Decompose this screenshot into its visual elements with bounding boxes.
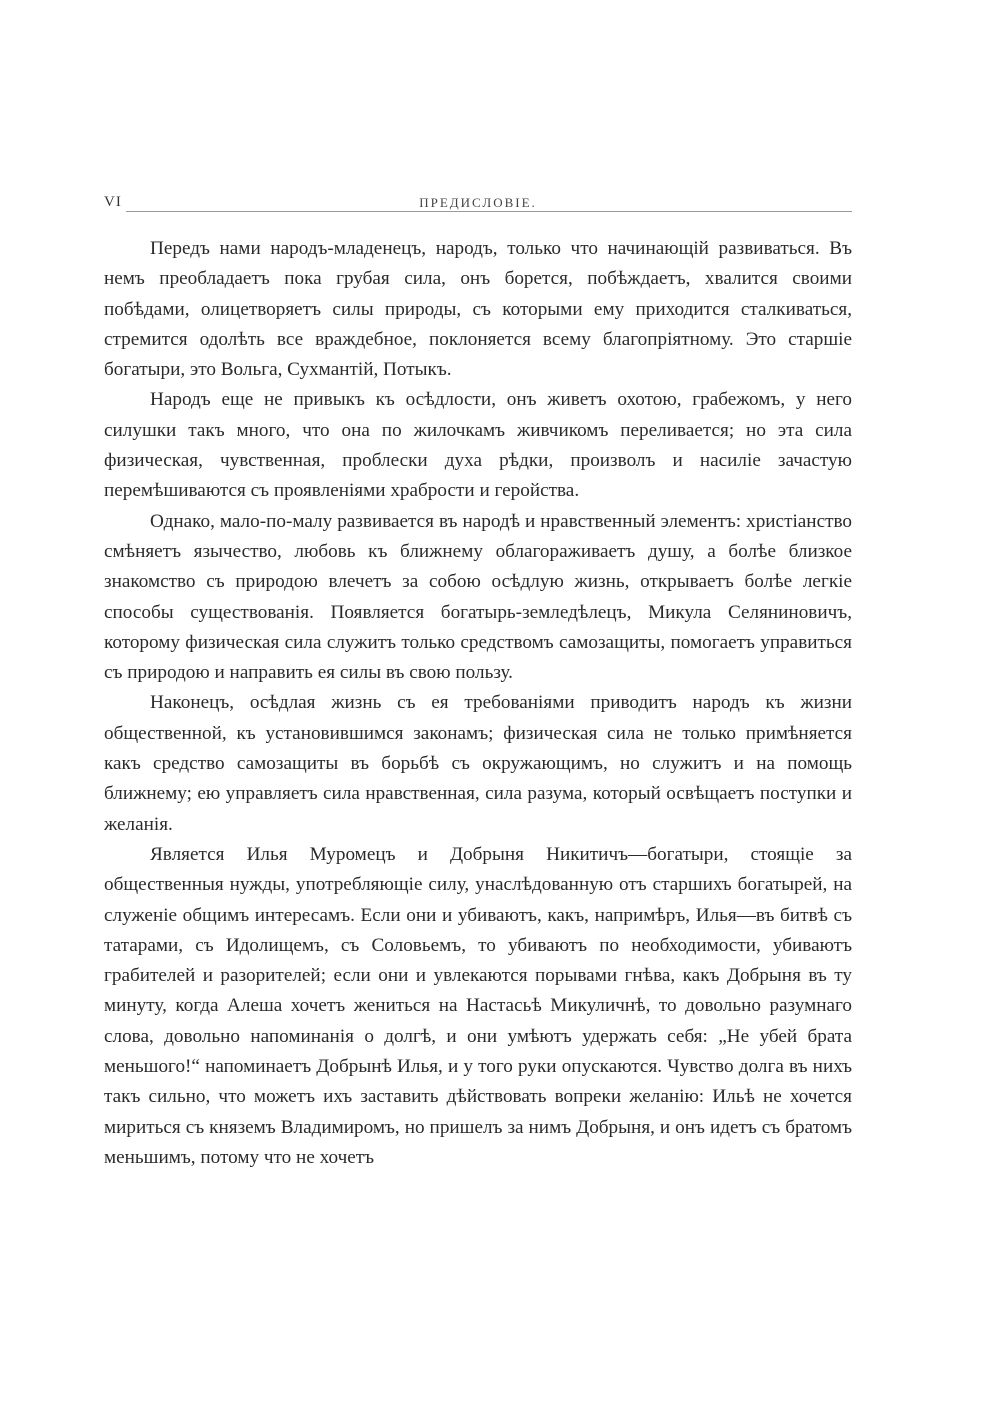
body-text <box>104 234 852 1173</box>
header-rule <box>126 211 852 212</box>
paragraph: Является Илья Муромецъ и Добрыня Никитичъ—богатыри, стоящіе за общественныя нужды, употребляющіе силу, унаслѣдованную отъ старшихъ богатырей, на служеніе общимъ интересамъ. Если они и убиваютъ, какъ, напримѣръ, Илья—въ битвѣ съ татарами, съ Идолищемъ, съ Соловьемъ, то убиваютъ по необходимости, убиваютъ грабителей и разорителей; если они и увлекаются порывами гнѣва, какъ Добрыня въ ту минуту, когда Алеша хочетъ жениться на Настасьѣ Микуличнѣ, то довольно разумнаго слова, довольно напоминанія о долгѣ, и они умѣютъ удержать себя: „Не убей брата меньшого!“ напоминаетъ Добрынѣ Илья, и у того руки опускаются. Чувство долга въ нихъ такъ сильно, что можетъ ихъ заставить дѣйствовать вопреки желанію: Ильѣ не хочется мириться съ княземъ Владимиромъ, но пришелъ за нимъ Добрыня, и онъ идетъ съ братомъ меньшимъ, потому что не хочетъ <box>104 843 852 1168</box>
running-head <box>104 192 852 220</box>
paragraph: Однако, мало-по-малу развивается въ народѣ и нравственный элементъ: христіанство смѣняетъ язычество, любовь къ ближнему облагораживаетъ душу, а болѣе близкое знакомство съ природою влечетъ за собою осѣдлую жизнь, открываетъ болѣе легкіе способы существованія. Появляется богатырь-земледѣлецъ, Микула Селяниновичъ, которому физическая сила служитъ только средствомъ самозащиты, помогаетъ управиться съ природою и направить ея силы въ свою пользу. <box>104 510 852 684</box>
paragraph: Передъ нами народъ-младенецъ, народъ, только что начинающій развиваться. Въ немъ преобладаетъ пока грубая сила, онъ борется, побѣждаетъ, хвалится своими побѣдами, олицетворяетъ силы природы, съ которыми ему приходится сталкиваться, стремится одолѣть все враждебное, поклоняется всему благопріятному. Это старшіе богатыри, это Вольга, Сухмантій, Потыкъ. <box>104 238 852 381</box>
page-number: VI <box>104 194 122 210</box>
paragraph: Наконецъ, осѣдлая жизнь съ ея требованіями приводитъ народъ къ жизни общественной, къ установившимся законамъ; физическая сила не только примѣняется какъ средство самозащиты въ борьбѣ съ окружающимъ, но служитъ и на помощь ближнему; ею управляетъ сила нравственная, сила разума, который освѣщаетъ поступки и желанія. <box>104 692 852 835</box>
paragraph: Народъ еще не привыкъ къ осѣдлости, онъ живетъ охотою, грабежомъ, у него силушки такъ много, что она по жилочкамъ живчикомъ переливается; но эта сила физическая, чувственная, проблески духа рѣдки, произволъ и насиліе зачастую перемѣшиваются съ проявленіями храбрости и геройства. <box>104 389 852 502</box>
running-title: ПРЕДИСЛОВІЕ. <box>419 195 537 210</box>
